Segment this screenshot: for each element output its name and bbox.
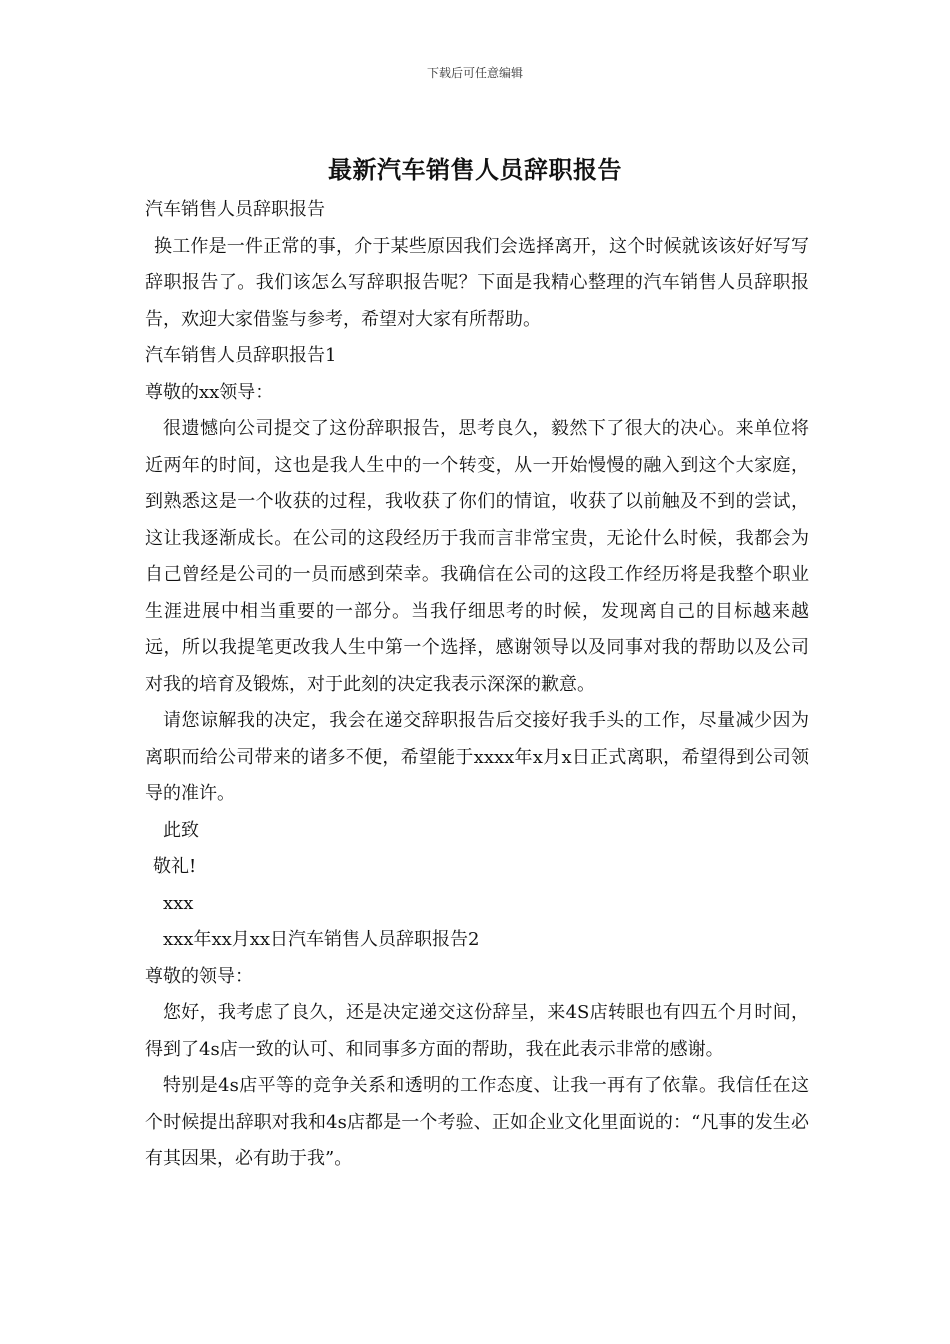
intro-paragraph: 换工作是一件正常的事，介于某些原因我们会选择离开，这个时候就该该好好写写辞职报告了。我们该怎么写辞职报告呢？下面是我精心整理的汽车销售人员辞职报告，欢迎大家借鉴与参考，希望对大家有所帮助。 [145,235,809,330]
header-note: 下载后可任意编辑 [426,66,523,80]
date-and-section2-heading: xxx年xx月xx日汽车销售人员辞职报告2 [163,929,480,950]
section2-salutation: 尊敬的领导： [145,965,253,987]
section2-paragraph1: 您好，我考虑了良久，还是决定递交这份辞呈，来4S店转眼也有四五个月时间，得到了4s店一致的认可、和同事多方面的帮助，我在此表示非常的感谢。 [145,1002,809,1060]
section2-paragraph2: 特别是4s店平等的竞争关系和透明的工作态度、让我一再有了依靠。我信任在这个时候提出辞职对我和4s店都是一个考验、正如企业文化里面说的：“凡事的发生必有其因果，必有助于我”。 [145,1075,809,1169]
closing-line1: 此致 [163,819,199,841]
section1-heading: 汽车销售人员辞职报告1 [145,345,337,366]
document-title: 最新汽车销售人员辞职报告 [328,155,622,184]
closing-line2: 敬礼! [153,856,197,877]
section1-paragraph1: 很遗憾向公司提交了这份辞职报告，思考良久，毅然下了很大的决心。来单位将近两年的时间，这也是我人生中的一个转变，从一开始慢慢的融入到这个大家庭，到熟悉这是一个收获的过程，我收获了你们的情谊，收获了以前触及不到的尝试，这让我逐渐成长。在公司的这段经历于我而言非常宝贵，无论什么时候，我都会为自己曾经是公司的一员而感到荣幸。我确信在公司的这段工作经历将是我整个职业生涯进展中相当重要的一部分。当我仔细思考的时候，发现离自己的目标越来越远，所以我提笔更改我人生中第一个选择，感谢领导以及同事对我的帮助以及公司对我的培育及锻炼，对于此刻的决定我表示深深的歉意。 [145,418,809,695]
document-body [145,192,809,1178]
subtitle: 汽车销售人员辞职报告 [145,199,325,220]
section1-salutation: 尊敬的xx领导： [145,381,274,403]
signature: xxx [163,892,194,914]
section1-paragraph2: 请您谅解我的决定，我会在递交辞职报告后交接好我手头的工作，尽量减少因为离职而给公司带来的诸多不便，希望能于xxxx年x月x日正式离职，希望得到公司领导的准许。 [145,710,809,804]
